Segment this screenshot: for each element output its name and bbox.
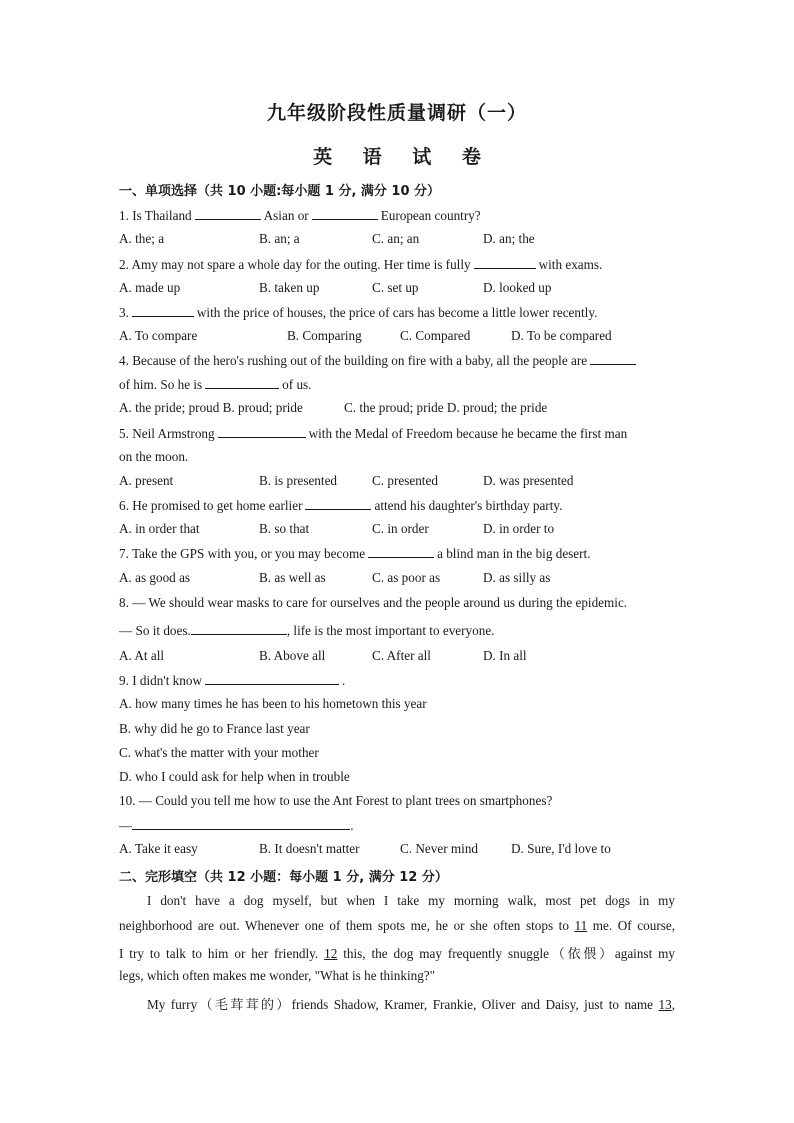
- option-d[interactable]: D. in order to: [483, 521, 555, 536]
- option-c[interactable]: C. Never mind: [400, 841, 479, 856]
- question-7: 7. Take the GPS with you, or you may become a blind man in the big desert.: [119, 546, 591, 561]
- blank-number-11: 11: [574, 918, 588, 933]
- option-a[interactable]: A. Take it easy: [119, 841, 198, 856]
- option-a[interactable]: A. made up: [119, 280, 181, 295]
- option-b[interactable]: B. is presented: [259, 473, 338, 488]
- question-10: 10. — Could you tell me how to use the Ant Forest to plant trees on smartphones?: [119, 793, 553, 808]
- answer-blank[interactable]: [312, 207, 378, 220]
- question-1: 1. Is Thailand Asian or European country?: [119, 208, 481, 223]
- passage-line: I don't have a dog myself, but when I take my morning walk, most pet dogs in my: [147, 893, 675, 908]
- option-a[interactable]: A. how many times he has been to his hometown this year: [119, 696, 427, 711]
- question-5: 5. Neil Armstrong with the Medal of Freedom because he became the first man: [119, 426, 628, 441]
- option-c[interactable]: C. what's the matter with your mother: [119, 745, 319, 760]
- passage-line: neighborhood are out. Whenever one of them spots me, he or she often stops to 11 me. Of course,: [119, 918, 675, 933]
- answer-blank[interactable]: [132, 304, 194, 317]
- question-4: 4. Because of the hero's rushing out of the building on fire with a baby, all the people are: [119, 352, 639, 369]
- option-b[interactable]: B. It doesn't matter: [259, 841, 360, 856]
- option-a[interactable]: A. To compare: [119, 328, 198, 343]
- option-a[interactable]: A. present: [119, 473, 174, 488]
- passage-line: legs, which often makes me wonder, "What is he thinking?": [119, 968, 436, 983]
- question-2: 2. Amy may not spare a whole day for the outing. Her time is fully with exams.: [119, 257, 603, 272]
- option-a[interactable]: A. At all: [119, 648, 165, 663]
- option-c[interactable]: C. presented: [372, 473, 438, 488]
- option-a-b[interactable]: A. the pride; proud B. proud; pride: [119, 400, 303, 415]
- answer-blank[interactable]: [218, 425, 306, 438]
- option-b[interactable]: B. taken up: [259, 280, 320, 295]
- answer-blank[interactable]: [132, 817, 350, 830]
- question-8-reply: — So it does. , life is the most important to everyone.: [119, 623, 495, 638]
- option-c[interactable]: C. set up: [372, 280, 419, 295]
- option-d[interactable]: D. looked up: [483, 280, 552, 295]
- answer-blank[interactable]: [474, 256, 536, 269]
- option-d[interactable]: D. was presented: [483, 473, 574, 488]
- option-a[interactable]: A. as good as: [119, 570, 191, 585]
- answer-blank[interactable]: [590, 352, 636, 365]
- question-4-cont: of him. So he is of us.: [119, 377, 312, 392]
- question-8: 8. — We should wear masks to care for ourselves and the people around us during the epidemic.: [119, 595, 628, 610]
- option-c-d[interactable]: C. the proud; pride D. proud; the pride: [344, 400, 548, 415]
- answer-blank[interactable]: [368, 545, 434, 558]
- passage-line: My furry（毛茸茸的）friends Shadow, Kramer, Frankie, Oliver and Daisy, just to name 13,: [147, 997, 675, 1012]
- question-3: 3. with the price of houses, the price of cars has become a little lower recently.: [119, 305, 598, 320]
- answer-blank[interactable]: [205, 376, 279, 389]
- question-10-reply: — .: [119, 818, 354, 833]
- option-b[interactable]: B. why did he go to France last year: [119, 721, 310, 736]
- question-9: 9. I didn't know .: [119, 673, 346, 688]
- option-c[interactable]: C. Compared: [400, 328, 471, 343]
- passage-line: I try to talk to him or her friendly. 12 this, the dog may frequently snuggle（依偎）against my: [119, 946, 676, 961]
- option-b[interactable]: B. so that: [259, 521, 310, 536]
- option-b[interactable]: B. Comparing: [287, 328, 362, 343]
- option-c[interactable]: C. After all: [372, 648, 431, 663]
- option-d[interactable]: D. In all: [483, 648, 527, 663]
- option-d[interactable]: D. To be compared: [511, 328, 612, 343]
- exam-title: 九年级阶段性质量调研（一）: [266, 102, 527, 124]
- option-a[interactable]: A. in order that: [119, 521, 200, 536]
- option-c[interactable]: C. as poor as: [372, 570, 441, 585]
- answer-blank[interactable]: [305, 497, 371, 510]
- answer-blank[interactable]: [191, 622, 287, 635]
- question-5-cont: on the moon.: [119, 449, 189, 464]
- section-1-heading: 一、单项选择（共 10 小题:每小题 1 分, 满分 10 分）: [119, 184, 441, 199]
- option-a[interactable]: A. the; a: [119, 231, 165, 246]
- blank-number-12: 12: [324, 946, 338, 961]
- option-c[interactable]: C. an; an: [372, 231, 420, 246]
- section-2-heading: 二、完形填空（共 12 小题：每小题 1 分, 满分 12 分）: [119, 870, 448, 885]
- option-d[interactable]: D. Sure, I'd love to: [511, 841, 611, 856]
- option-c[interactable]: C. in order: [372, 521, 429, 536]
- answer-blank[interactable]: [205, 672, 339, 685]
- exam-subtitle: 英 语 试 卷: [313, 146, 493, 168]
- blank-number-13: 13: [658, 997, 672, 1012]
- option-d[interactable]: D. as silly as: [483, 570, 551, 585]
- question-6: 6. He promised to get home earlier attend his daughter's birthday party.: [119, 498, 563, 513]
- option-b[interactable]: B. Above all: [259, 648, 326, 663]
- answer-blank[interactable]: [195, 207, 261, 220]
- option-d[interactable]: D. who I could ask for help when in trouble: [119, 769, 350, 784]
- option-b[interactable]: B. as well as: [259, 570, 326, 585]
- option-d[interactable]: D. an; the: [483, 231, 535, 246]
- option-b[interactable]: B. an; a: [259, 231, 300, 246]
